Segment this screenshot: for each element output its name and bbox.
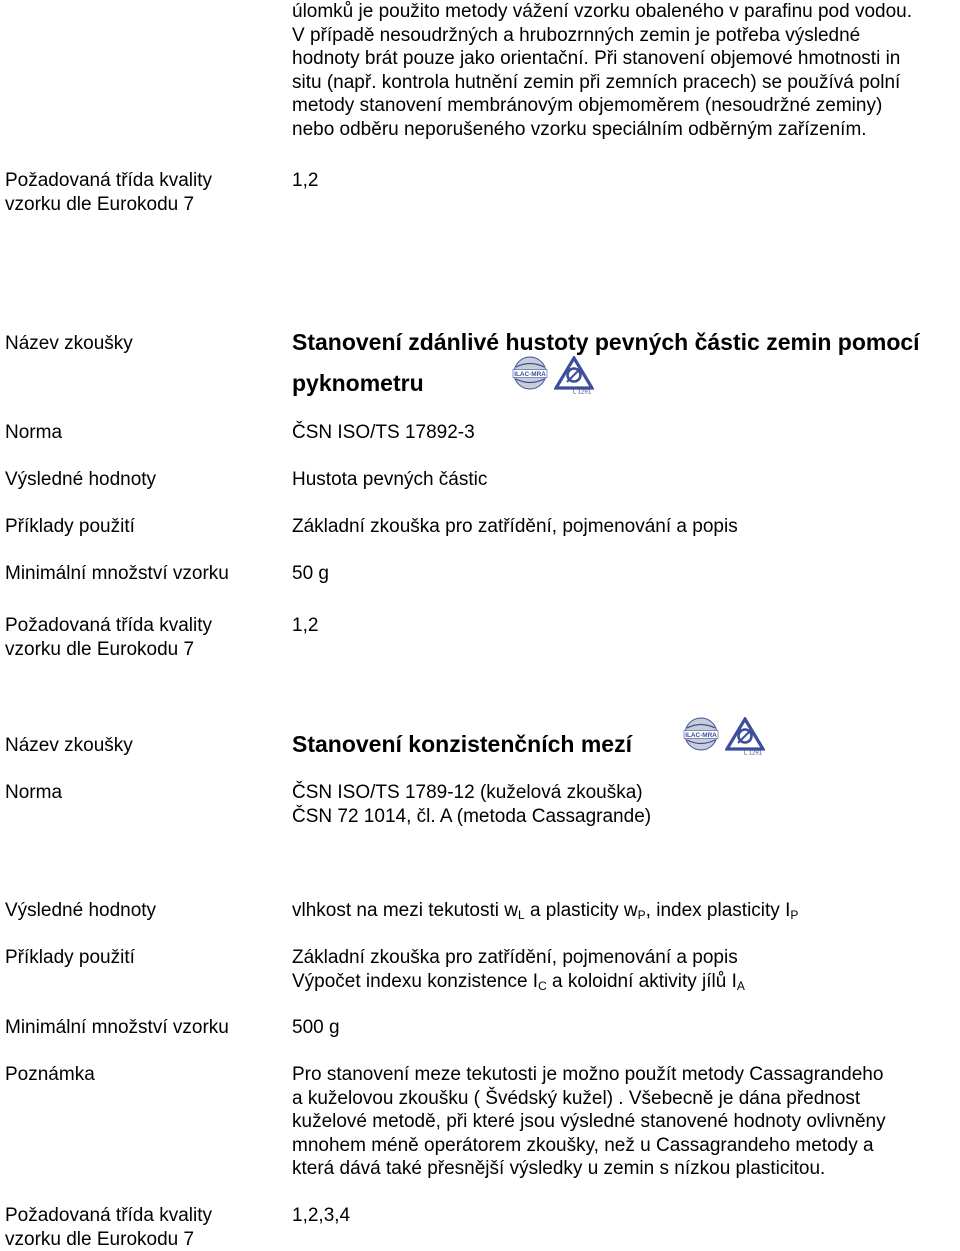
intro-line: nebo odběru neporušeného vzorku speciálním odběrným zařízením.: [292, 118, 960, 142]
quality-class-value: 1,2: [292, 614, 960, 638]
label-line: Požadovaná třída kvality: [5, 614, 285, 638]
cai-accreditation-logo-icon: [554, 356, 594, 394]
results-value: [292, 899, 960, 923]
min-sample-value: 500 g: [292, 1016, 960, 1040]
quality-class-label: [5, 614, 285, 661]
usage-value: [292, 946, 960, 993]
intro-line: situ (např. kontrola hutnění zemin při zemních pracech) se používá polní: [292, 71, 960, 95]
test-name-label: Název zkoušky: [5, 734, 285, 758]
norm-value: [292, 781, 960, 828]
norm-line: ČSN ISO/TS 1789-12 (kuželová zkouška): [292, 781, 960, 805]
min-sample-label: Minimální množství vzorku: [5, 1016, 285, 1040]
test-name-label: Název zkoušky: [5, 332, 285, 356]
results-line: [292, 899, 960, 923]
usage-label: Příklady použití: [5, 515, 285, 539]
note-line: která dává také přesnější výsledky u zemin s nízkou plasticitou.: [292, 1157, 960, 1181]
usage-line: [292, 970, 960, 994]
svg-text:ILAC-MRA: ILAC-MRA: [514, 371, 546, 378]
intro-paragraph: [292, 0, 960, 141]
note-label: Poznámka: [5, 1063, 285, 1087]
intro-line: V případě nesoudržných a hrubozrnných zemin je potřeba výsledné: [292, 24, 960, 48]
intro-line: hodnoty brát pouze jako orientační. Při stanovení objemové hmotnosti in: [292, 47, 960, 71]
text: Výpočet indexu konzistence I: [292, 971, 538, 992]
title-line: pyknometru: [292, 363, 920, 404]
label-line: vzorku dle Eurokodu 7: [5, 1228, 285, 1251]
note-line: Pro stanovení meze tekutosti je možno použít metody Cassagrandeho: [292, 1063, 960, 1087]
accreditation-logos: [512, 356, 594, 394]
usage-line: Základní zkouška pro zatřídění, pojmenování a popis: [292, 946, 960, 970]
subscript: P: [790, 908, 798, 922]
label-line: Požadovaná třída kvality: [5, 1204, 285, 1228]
usage-value: Základní zkouška pro zatřídění, pojmenování a popis: [292, 515, 960, 539]
intro-line: metody stanovení membránovým objemoměrem (nesoudržné zeminy): [292, 94, 960, 118]
norm-label: Norma: [5, 421, 285, 445]
quality-class-value: 1,2: [292, 169, 960, 193]
cai-accreditation-logo-icon: [725, 717, 765, 755]
quality-class-label: [5, 169, 285, 216]
min-sample-value: 50 g: [292, 562, 960, 586]
results-label: Výsledné hodnoty: [5, 899, 285, 923]
accreditation-logos: [683, 717, 765, 755]
text: vlhkost na mezi tekutosti w: [292, 900, 518, 921]
note-line: a kuželovou zkoušku ( Švédský kužel) . Všebecně je dána přednost: [292, 1087, 960, 1111]
svg-text:L 1291: L 1291: [573, 390, 592, 395]
subscript: P: [638, 908, 646, 922]
label-line: vzorku dle Eurokodu 7: [5, 193, 285, 217]
text: a koloidní aktivity jílů I: [547, 971, 737, 992]
test-title: Stanovení konzistenčních mezí: [292, 724, 632, 765]
norm-label: Norma: [5, 781, 285, 805]
title-line: Stanovení zdánlivé hustoty pevných částic zemin pomocí: [292, 322, 920, 363]
ilac-mra-logo-icon: [512, 356, 548, 390]
test-title: [292, 322, 920, 404]
note-line: mnohem méně operátorem zkoušky, než u Cassagrandeho metody a: [292, 1134, 960, 1158]
text: a plasticity w: [525, 900, 638, 921]
usage-label: Příklady použití: [5, 946, 285, 970]
note-value: [292, 1063, 960, 1181]
results-value: Hustota pevných částic: [292, 468, 960, 492]
ilac-mra-logo-icon: [683, 717, 719, 751]
note-line: kuželové metodě, při které jsou výsledné stanovené hodnoty ovlivněny: [292, 1110, 960, 1134]
results-label: Výsledné hodnoty: [5, 468, 285, 492]
svg-text:ILAC-MRA: ILAC-MRA: [685, 732, 717, 739]
svg-text:L 1291: L 1291: [744, 751, 763, 756]
label-line: Požadovaná třída kvality: [5, 169, 285, 193]
norm-value: ČSN ISO/TS 17892-3: [292, 421, 960, 445]
subscript: A: [737, 979, 745, 993]
quality-class-value: 1,2,3,4: [292, 1204, 960, 1228]
subscript: C: [538, 979, 547, 993]
subscript: L: [518, 908, 525, 922]
quality-class-label: [5, 1204, 285, 1251]
intro-line: úlomků je použito metody vážení vzorku obaleného v parafinu pod vodou.: [292, 0, 960, 24]
min-sample-label: Minimální množství vzorku: [5, 562, 285, 586]
norm-line: ČSN 72 1014, čl. A (metoda Cassagrande): [292, 805, 960, 829]
text: , index plasticity I: [646, 900, 791, 921]
label-line: vzorku dle Eurokodu 7: [5, 638, 285, 662]
